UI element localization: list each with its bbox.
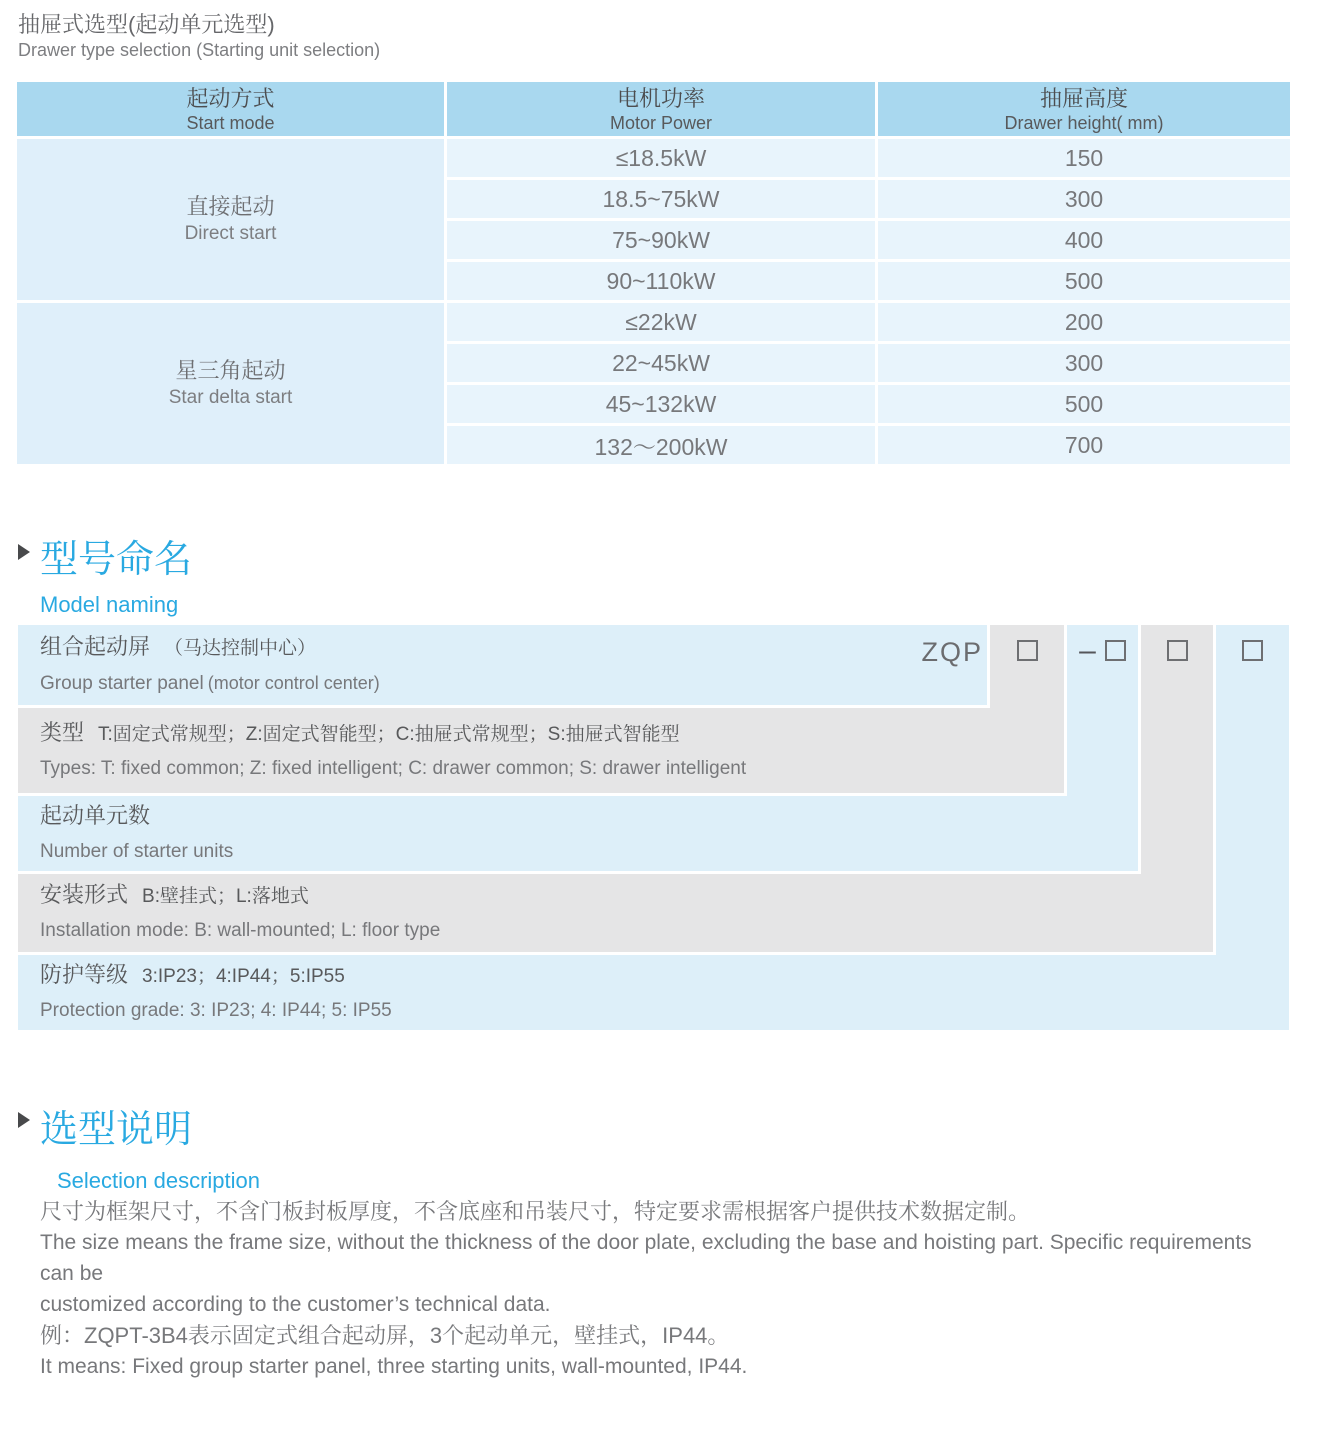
height-cell: 700 xyxy=(878,426,1290,464)
description-line: The size means the frame size, without the thickness of the door plate, excluding the base and hoisting part. Specific requirements can be xyxy=(40,1231,1252,1285)
level-label-en: Group starter panel xyxy=(40,672,204,694)
power-cell: 75~90kW xyxy=(447,221,875,259)
header-en: Drawer height( mm) xyxy=(1004,112,1164,133)
power-cell: 45~132kW xyxy=(447,385,875,423)
power-cell: 22~45kW xyxy=(447,344,875,382)
model-level-types xyxy=(18,708,1064,793)
start-mode-star-delta-cell xyxy=(17,303,444,464)
model-level-group-starter-panel xyxy=(18,625,987,705)
level-label-cn: 组合起动屏 xyxy=(40,633,151,659)
model-code-box-protection xyxy=(1242,640,1263,661)
header-cn: 起动方式 xyxy=(186,85,275,111)
level-note-cn: 3:IP23；4:IP44；5:IP55 xyxy=(142,965,345,987)
level-note-cn: （马达控制中心） xyxy=(164,637,317,659)
section-title-model-naming-en: Model naming xyxy=(40,592,179,617)
section-title-model-naming-cn: 型号命名 xyxy=(40,539,193,581)
level-note-cn: T:固定式常规型；Z:固定式智能型；C:抽屉式常规型；S:抽屉式智能型 xyxy=(98,723,680,745)
power-cell: 18.5~75kW xyxy=(447,180,875,218)
model-naming-diagram xyxy=(18,625,1298,1030)
code-column-type xyxy=(990,625,1064,793)
level-note-cn: B:壁挂式；L:落地式 xyxy=(142,886,309,907)
code-column-protection xyxy=(1216,625,1289,1030)
power-cell: ≤18.5kW xyxy=(447,139,875,177)
power-cell: 90~110kW xyxy=(447,262,875,300)
section-title-selection-description-en: Selection description xyxy=(57,1168,261,1193)
mode-label-en: Star delta start xyxy=(168,387,293,408)
model-code-box-installation xyxy=(1167,640,1188,661)
header-cn: 抽屉高度 xyxy=(1039,85,1128,111)
header-en: Motor Power xyxy=(609,112,713,133)
section-title-selection-description-cn: 选型说明 xyxy=(40,1109,193,1151)
height-cell: 500 xyxy=(878,385,1290,423)
description-line: 尺寸为框架尺寸，不含门板封板厚度，不含底座和吊装尺寸，特定要求需根据客户提供技术数据定制。 xyxy=(40,1199,1031,1224)
level-label-en: Types: T: fixed common; Z: fixed intelligent; C: drawer common; S: drawer intelligent xyxy=(40,757,747,779)
model-code-box-type xyxy=(1017,640,1038,661)
level-note-en: (motor control center) xyxy=(207,672,380,693)
level-label-cn: 安装形式 xyxy=(40,882,129,907)
model-level-starter-units xyxy=(18,796,1138,871)
height-cell: 500 xyxy=(878,262,1290,300)
page-title-cn: 抽屉式选型(起动单元选型) xyxy=(18,12,275,37)
selection-description-text xyxy=(40,1196,1290,1382)
column-header-drawer-height xyxy=(878,82,1290,136)
height-cell: 300 xyxy=(878,180,1290,218)
model-code-box-units xyxy=(1105,640,1126,661)
model-code-dash: – xyxy=(1079,634,1096,667)
model-level-protection-grade xyxy=(18,955,1289,1030)
page-title-en: Drawer type selection (Starting unit selection) xyxy=(18,40,381,60)
start-mode-direct-cell xyxy=(17,139,444,300)
level-label-cn: 防护等级 xyxy=(40,961,129,987)
level-label-cn: 类型 xyxy=(40,719,85,745)
model-level-installation-mode xyxy=(18,874,1213,952)
header-cn: 电机功率 xyxy=(616,85,705,111)
level-label-en: Protection grade: 3: IP23; 4: IP44; 5: IP55 xyxy=(40,999,392,1021)
height-cell: 200 xyxy=(878,303,1290,341)
section-arrow-icon xyxy=(18,1112,30,1128)
power-cell: ≤22kW xyxy=(447,303,875,341)
level-label-en: Number of starter units xyxy=(40,840,234,862)
description-line: customized according to the customer’s technical data. xyxy=(40,1293,551,1316)
height-cell: 300 xyxy=(878,344,1290,382)
description-line: It means: Fixed group starter panel, three starting units, wall-mounted, IP44. xyxy=(40,1355,748,1378)
height-cell: 400 xyxy=(878,221,1290,259)
column-header-start-mode xyxy=(17,82,444,136)
drawer-selection-table xyxy=(17,82,1290,464)
level-label-cn: 起动单元数 xyxy=(40,802,151,828)
code-column-units xyxy=(1067,625,1138,871)
section-arrow-icon xyxy=(18,544,30,560)
column-header-motor-power xyxy=(447,82,875,136)
mode-label-cn: 星三角起动 xyxy=(175,358,286,383)
power-cell: 132～200kW xyxy=(447,426,875,464)
code-column-installation xyxy=(1141,625,1213,952)
description-line: 例：ZQPT-3B4表示固定式组合起动屏，3个起动单元，壁挂式，IP44。 xyxy=(40,1323,730,1348)
model-code-prefix: ZQP xyxy=(921,637,983,667)
mode-label-en: Direct start xyxy=(184,223,277,244)
height-cell: 150 xyxy=(878,139,1290,177)
header-en: Start mode xyxy=(186,112,275,133)
level-label-en: Installation mode: B: wall-mounted; L: floor type xyxy=(40,920,441,941)
mode-label-cn: 直接起动 xyxy=(186,194,275,219)
